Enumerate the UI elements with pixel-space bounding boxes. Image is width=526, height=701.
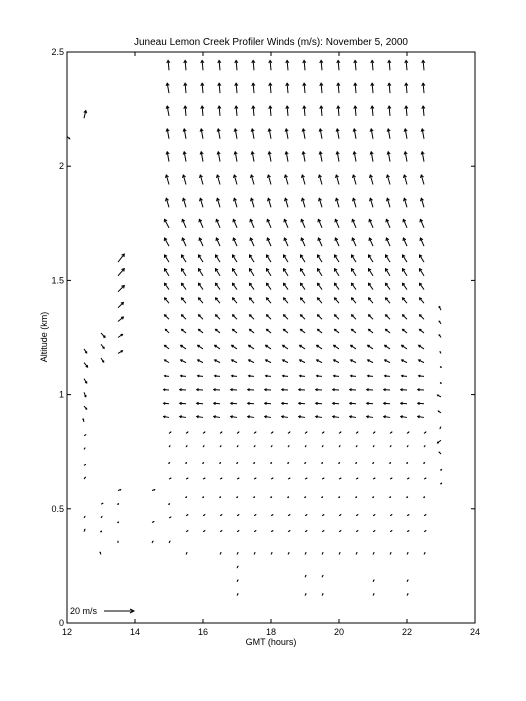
wind-vector-dot: [270, 462, 272, 464]
wind-vector-dot: [236, 462, 238, 464]
wind-vector-dot: [270, 497, 272, 499]
wind-vector-arrowhead: [186, 446, 187, 447]
wind-vector-arrowhead: [254, 446, 255, 447]
x-axis-label: GMT (hours): [245, 637, 297, 647]
wind-vector-dot: [236, 497, 238, 499]
wind-vector-dot: [423, 462, 425, 464]
wind-vector-arrowhead: [85, 465, 86, 466]
wind-vector-arrowhead: [169, 446, 170, 447]
x-tick-label: 14: [129, 627, 141, 637]
wind-vector-arrowhead: [118, 541, 119, 542]
wind-vector-arrowhead: [101, 517, 102, 518]
wind-vector-arrowhead: [84, 517, 85, 518]
x-tick-label: 20: [333, 627, 345, 637]
wind-vector-arrowhead: [390, 446, 391, 447]
x-tick-label: 24: [469, 627, 481, 637]
wind-vector-dot: [372, 462, 374, 464]
wind-vector-dot: [372, 497, 374, 499]
wind-vector-arrowhead: [424, 446, 425, 447]
x-tick-label: 18: [265, 627, 277, 637]
wind-vector-arrowhead: [237, 446, 238, 447]
y-tick-label: 0: [58, 618, 64, 628]
wind-vector-arrowhead: [339, 446, 340, 447]
wind-vector-dot: [389, 497, 391, 499]
wind-vector-dot: [117, 503, 119, 505]
wind-vector-dot: [253, 497, 255, 499]
y-axis-label: Altitude (km): [39, 311, 49, 363]
y-tick-label: 0.5: [51, 503, 64, 514]
wind-vector-dot: [440, 483, 442, 485]
wind-vector-arrowhead: [373, 446, 374, 447]
wind-vector-dot: [321, 497, 323, 499]
chart-title: Juneau Lemon Creek Profiler Winds (m/s): November 5, 2000: [133, 37, 409, 48]
wind-vector-dot: [100, 531, 102, 533]
wind-vector-dot: [117, 522, 119, 524]
x-tick-label: 22: [401, 627, 413, 637]
wind-vector-arrowhead: [322, 446, 323, 447]
wind-vector-arrowhead: [84, 448, 85, 449]
wind-vector-dot: [219, 462, 221, 464]
wind-vector-dot: [287, 462, 289, 464]
y-tick-label: 2: [58, 161, 64, 172]
wind-vector-dot: [253, 462, 255, 464]
wind-vector-dot: [168, 503, 170, 505]
wind-vector-arrowhead: [407, 446, 408, 447]
wind-vector-dot: [202, 497, 204, 499]
wind-vector-dot: [355, 462, 357, 464]
wind-vector-dot: [185, 462, 187, 464]
wind-vector-arrowhead: [305, 446, 306, 447]
reference-vector-label: 20 m/s: [70, 606, 98, 616]
wind-vector-dot: [389, 462, 391, 464]
wind-vector-dot: [440, 469, 442, 471]
wind-vector-dot: [185, 497, 187, 499]
wind-vector-dot: [406, 462, 408, 464]
wind-vector-dot: [423, 497, 425, 499]
wind-vector-arrowhead: [203, 446, 204, 447]
wind-vector-dot: [168, 462, 170, 464]
wind-vector-dot: [406, 497, 408, 499]
wind-vector-arrowhead: [356, 446, 357, 447]
wind-vector-dot: [202, 462, 204, 464]
wind-vector-dot: [287, 497, 289, 499]
wind-vector-dot: [304, 462, 306, 464]
wind-vector-dot: [338, 462, 340, 464]
wind-vector-arrowhead: [271, 446, 272, 447]
wind-vector-dot: [355, 497, 357, 499]
wind-vector-dot: [304, 497, 306, 499]
y-tick-label: 1.5: [51, 275, 64, 286]
wind-vector-dot: [440, 382, 442, 384]
wind-vector-arrowhead: [288, 446, 289, 447]
wind-vector-arrowhead: [220, 446, 221, 447]
wind-vector-dot: [440, 366, 442, 368]
wind-vector-dot: [338, 497, 340, 499]
x-tick-label: 12: [61, 627, 73, 637]
wind-vector-dot: [321, 462, 323, 464]
y-tick-label: 1: [58, 389, 64, 400]
y-tick-label: 2.5: [51, 47, 64, 57]
wind-vector-dot: [219, 497, 221, 499]
x-tick-label: 16: [197, 627, 209, 637]
